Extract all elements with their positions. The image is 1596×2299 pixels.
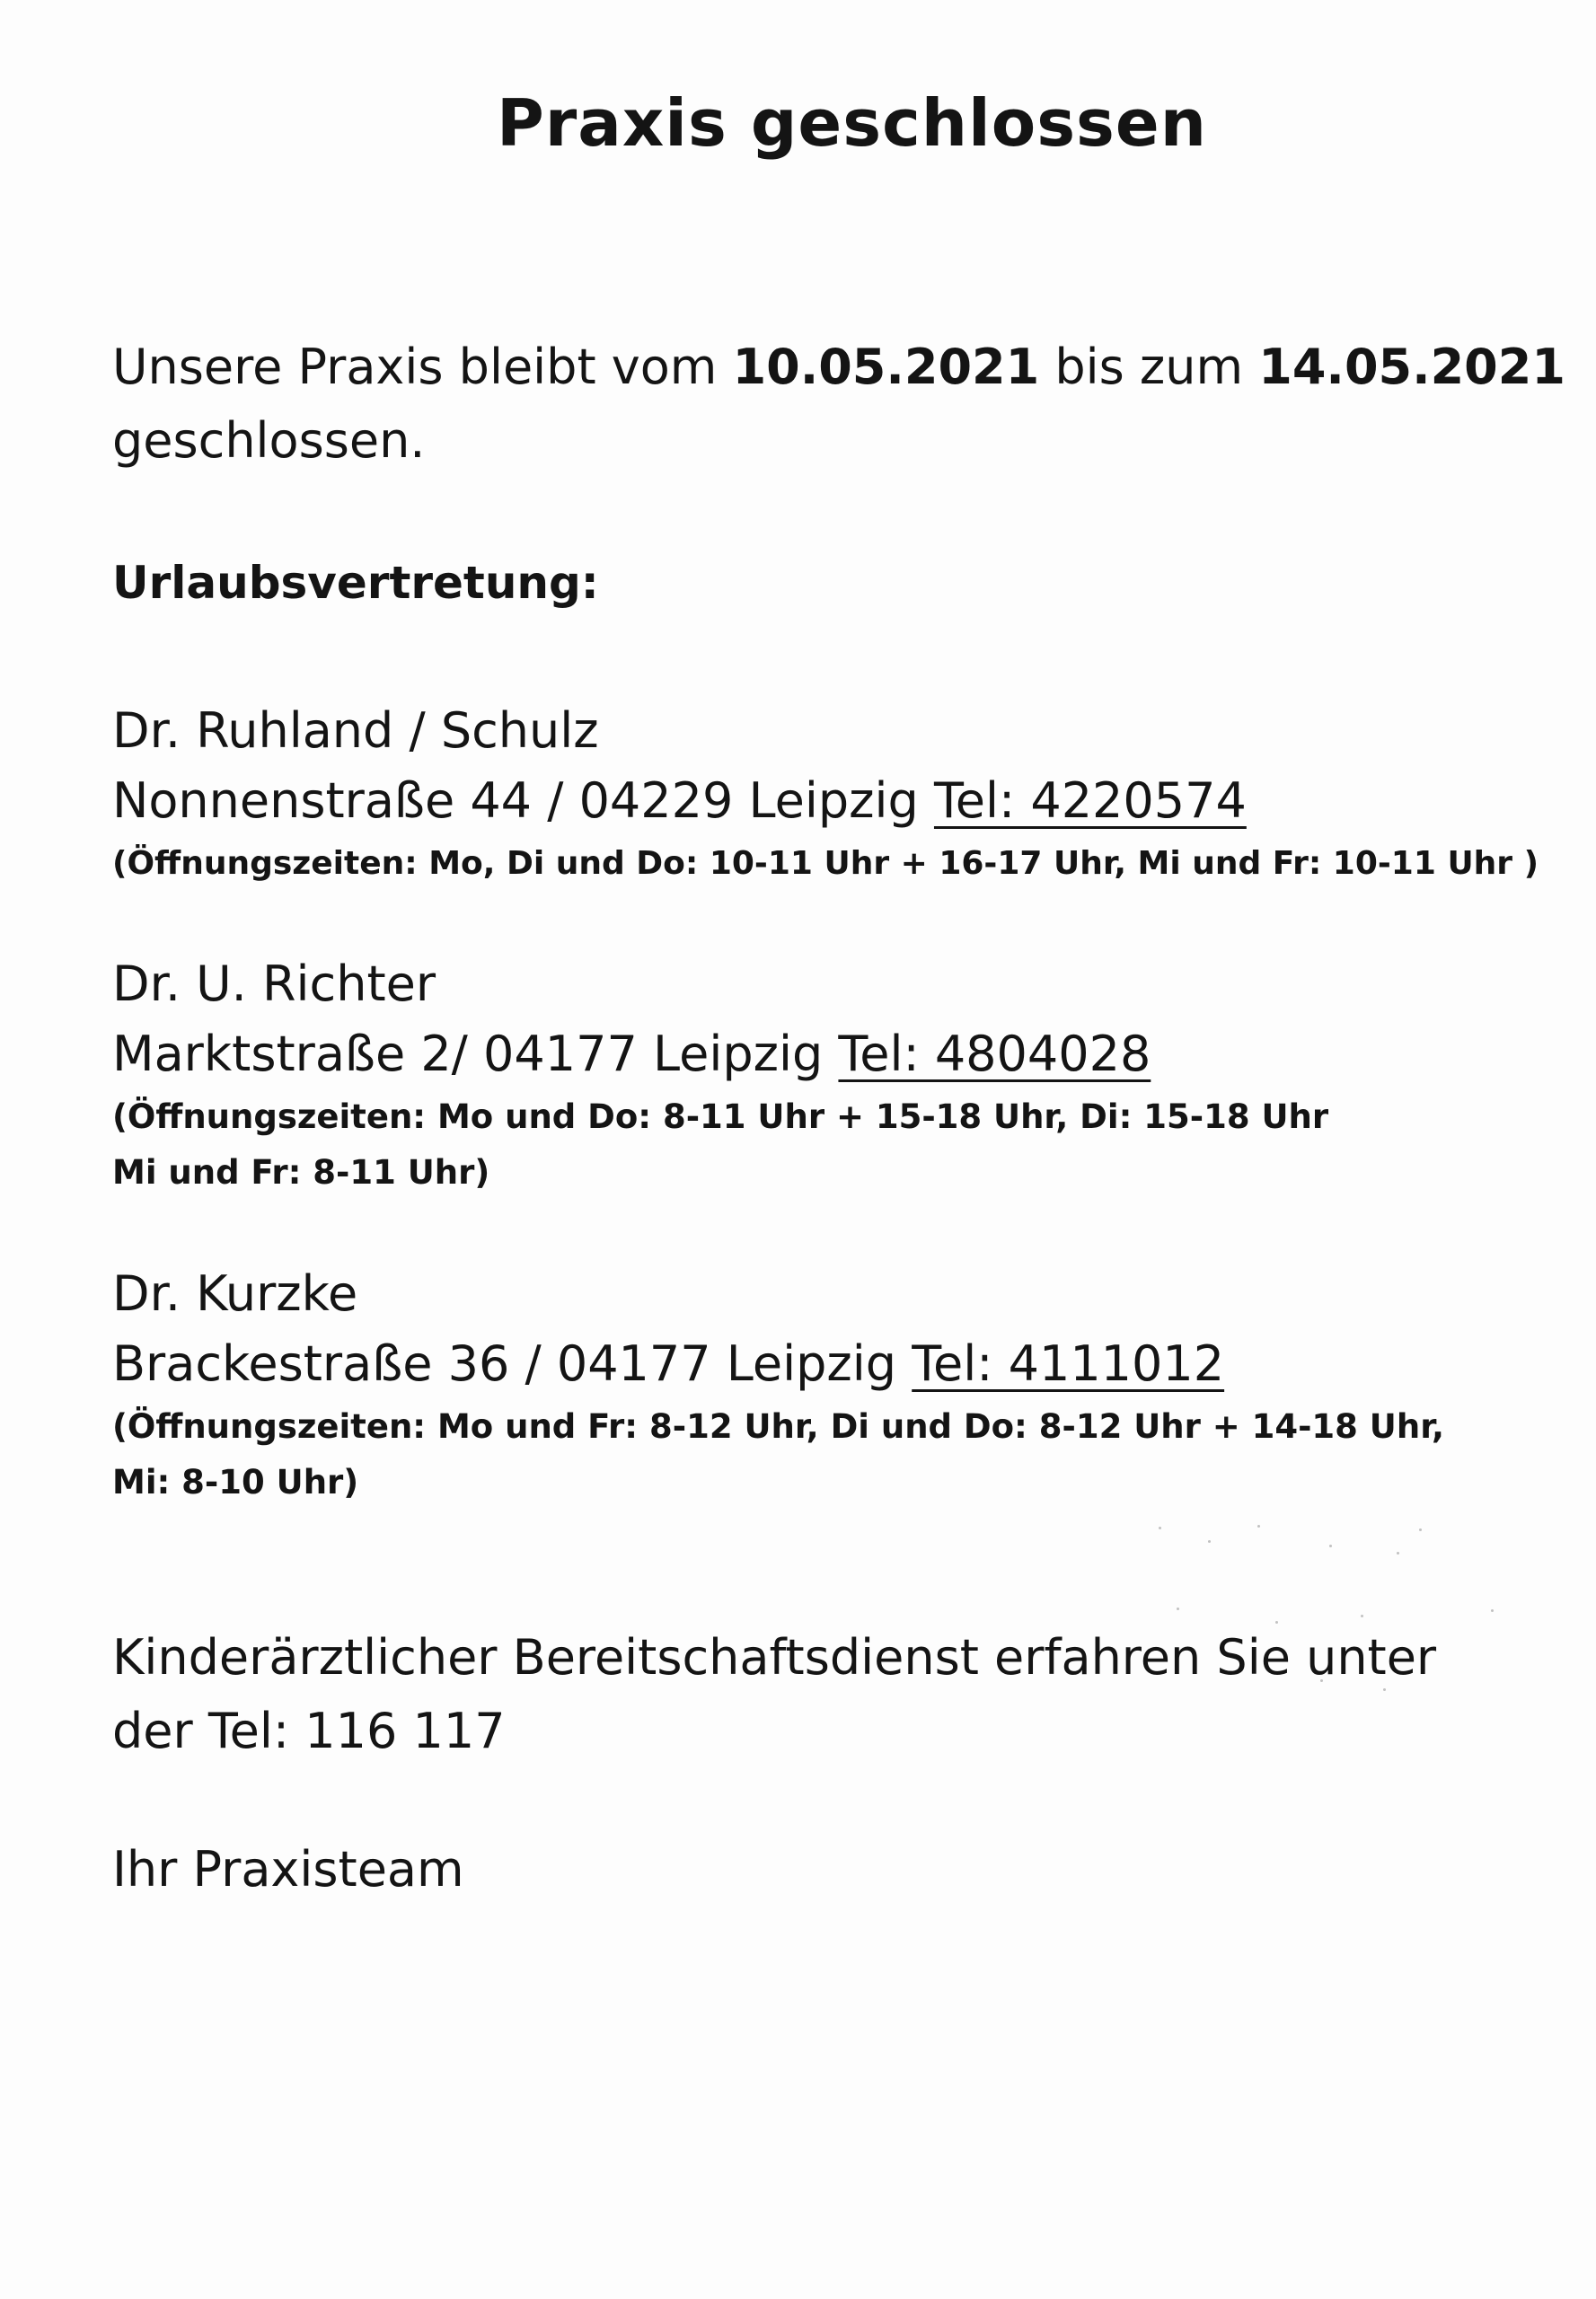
doctor-address: Marktstraße 2/ 04177 Leipzig	[112, 1026, 839, 1082]
doctor-address-line	[112, 1329, 1585, 1399]
date-from: 10.05.2021	[732, 339, 1040, 395]
substitute-heading: Urlaubsvertretung:	[112, 557, 599, 609]
doctor-name: Dr. Kurzke	[112, 1265, 358, 1322]
doctor-hours-continued: Mi: 8-10 Uhr)	[112, 1463, 359, 1502]
doctor-hours: (Öffnungszeiten: Mo und Fr: 8-12 Uhr, Di und Do: 8-12 Uhr + 14-18 Uhr,	[112, 1407, 1445, 1446]
doctor-phone: Tel: 4111012	[912, 1335, 1225, 1392]
doctor-address: Nonnenstraße 44 / 04229 Leipzig	[112, 772, 934, 829]
page-title: Praxis geschlossen	[496, 85, 1207, 161]
closure-notice	[112, 330, 1585, 478]
emergency-phone: der Tel: 116 117	[112, 1703, 506, 1759]
doctor-hours: (Öffnungszeiten: Mo, Di und Do: 10-11 Uhr + 16-17 Uhr, Mi und Fr: 10-11 Uhr )	[112, 845, 1539, 882]
doctor-hours-continued: Mi und Fr: 8-11 Uhr)	[112, 1153, 490, 1192]
doctor-address: Brackestraße 36 / 04177 Leipzig	[112, 1335, 913, 1392]
doctor-hours: (Öffnungszeiten: Mo und Do: 8-11 Uhr + 15-18 Uhr, Di: 15-18 Uhr	[112, 1097, 1329, 1136]
doctor-name: Dr. Ruhland / Schulz	[112, 702, 599, 759]
date-to: 14.05.2021	[1258, 339, 1565, 395]
doctor-address-line	[112, 1019, 1585, 1089]
doctor-entry	[112, 696, 1585, 892]
intro-text-2: bis zum	[1039, 339, 1259, 395]
doctor-entry	[112, 949, 1585, 1201]
doctor-name: Dr. U. Richter	[112, 956, 436, 1012]
signature: Ihr Praxisteam	[112, 1841, 464, 1898]
intro-text-3: geschlossen.	[112, 412, 426, 469]
emergency-text: Kinderärztlicher Bereitschaftsdienst erfahren Sie unter	[112, 1629, 1437, 1686]
doctor-phone: Tel: 4220574	[933, 772, 1247, 829]
doctor-address-line	[112, 766, 1585, 836]
intro-text-1: Unsere Praxis bleibt vom	[112, 339, 733, 395]
emergency-service-info	[112, 1621, 1585, 1768]
doctor-entry	[112, 1259, 1585, 1511]
doctor-phone: Tel: 4804028	[838, 1026, 1151, 1082]
